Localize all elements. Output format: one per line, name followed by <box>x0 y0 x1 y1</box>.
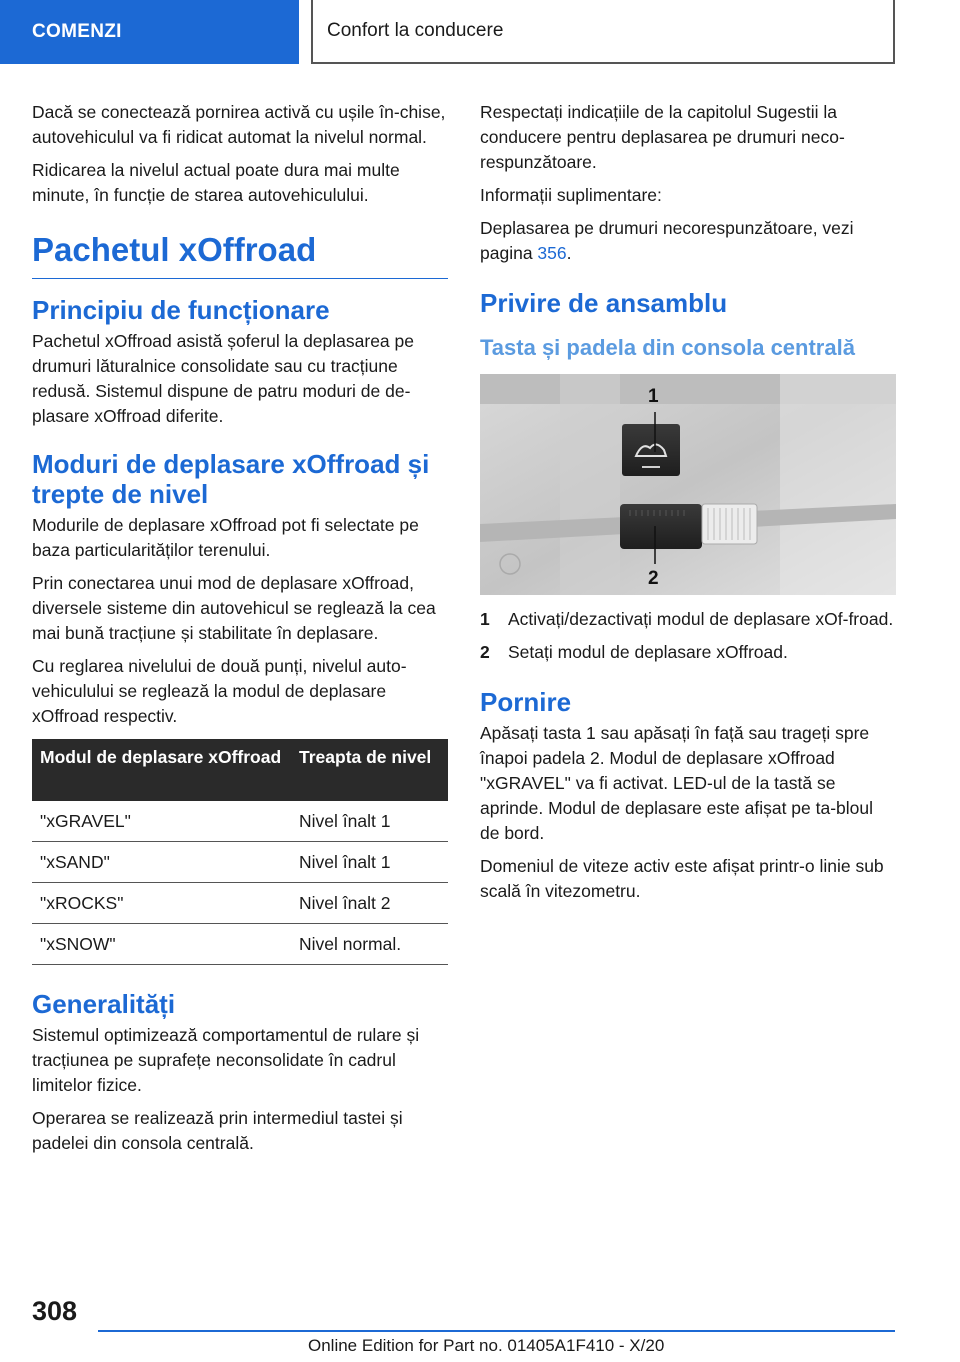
cross-reference-suffix: . <box>566 243 572 263</box>
paragraph: Prin conectarea unui mod de deplasare xOffroad, diversele sisteme din autovehicul se reglează la cea mai bună tracțiune și stabilitate în deplasare. <box>32 573 436 643</box>
footer-divider <box>98 1330 895 1332</box>
section-label: COMENZI <box>32 21 122 42</box>
legend-number: 2 <box>480 642 490 662</box>
subsection-heading: Privire de ansamblu <box>480 288 728 318</box>
legend-text: Setați modul de deplasare xOffroad. <box>508 642 788 662</box>
legend-number: 1 <box>480 609 490 629</box>
subsection-heading: Principiu de funcționare <box>32 295 330 325</box>
table-cell: Nivel înalt 1 <box>291 842 448 883</box>
edition-note: Online Edition for Part no. 01405A1F410 - X/20 <box>308 1336 665 1355</box>
callout-label: 1 <box>648 386 659 407</box>
paragraph: Apăsați tasta 1 sau apăsați în față sau trageți spre înapoi padela 2. Modul de deplasare xOffroad "xGRAVEL" va fi activat. LED-ul de la tastă se aprinde. Modul de deplasare este afișat pe ta-bloul de bord. <box>480 723 874 843</box>
chapter-title: Confort la conducere <box>327 20 504 41</box>
list-item <box>480 607 896 632</box>
table-header-row <box>32 739 448 801</box>
subsubsection-heading: Tasta și padela din consola centrală <box>480 335 855 360</box>
paragraph: Respectați indicațiile de la capitolul Sugestii la conducere pentru deplasarea pe drumuri neco-respunzătoare. <box>480 102 845 172</box>
page-number: 308 <box>32 1296 78 1326</box>
table-cell: "xROCKS" <box>32 883 291 924</box>
modes-table <box>32 739 448 965</box>
page-link[interactable]: 356 <box>537 243 567 263</box>
table-cell: Nivel înalt 2 <box>291 883 448 924</box>
table-row <box>32 801 448 842</box>
table-row <box>32 924 448 965</box>
subsection-heading: Pornire <box>480 687 572 717</box>
paragraph: Sistemul optimizează comportamentul de rulare și tracțiunea pe suprafețe neconsolidate în cadrul limitelor fizice. <box>32 1025 420 1095</box>
table-cell: "xSNOW" <box>32 924 291 965</box>
paragraph <box>480 216 896 266</box>
center-console-photo <box>480 374 896 595</box>
table-row <box>32 842 448 883</box>
paragraph: Ridicarea la nivelul actual poate dura mai multe minute, în funcție de starea autovehiculului. <box>32 160 400 205</box>
list-item <box>480 640 896 665</box>
chapter-header <box>311 0 895 64</box>
section-tab <box>0 0 299 64</box>
right-column <box>480 100 896 912</box>
center-console-illustration <box>480 374 896 595</box>
section-heading: Pachetul xOffroad <box>32 230 448 279</box>
paragraph: Dacă se conectează pornirea activă cu ușile în-chise, autovehiculul va fi ridicat automat la nivelul normal. <box>32 102 446 147</box>
paragraph: Domeniul de viteze activ este afișat printr-o linie sub scală în vitezometru. <box>480 856 884 901</box>
paragraph: Pachetul xOffroad asistă șoferul la deplasarea pe drumuri lăturalnice consolidate sau cu tracțiune redusă. Sistemul dispune de patru moduri de de-plasare xOffroad diferite. <box>32 331 414 426</box>
table-cell: Nivel normal. <box>291 924 448 965</box>
paragraph: Operarea se realizează prin intermediul tastei și padelei din consola centrală. <box>32 1108 403 1153</box>
xoffroad-paddle <box>620 504 702 549</box>
callout-label: 2 <box>648 568 659 589</box>
cross-reference-text: Deplasarea pe drumuri necorespunzătoare, vezi pagina <box>480 218 854 263</box>
table-cell: "xGRAVEL" <box>32 801 291 842</box>
table-cell: Nivel înalt 1 <box>291 801 448 842</box>
paragraph: Modurile de deplasare xOffroad pot fi selectate pe baza particularităților terenului. <box>32 515 419 560</box>
left-column <box>32 100 448 1164</box>
subsection-heading: Generalități <box>32 989 176 1019</box>
subsection-heading: Moduri de deplasare xOffroad și trepte de nivel <box>32 449 430 509</box>
column-header: Modul de deplasare xOffroad <box>32 739 291 801</box>
table-row <box>32 883 448 924</box>
column-header: Treapta de nivel <box>291 739 448 801</box>
legend-text: Activați/dezactivați modul de deplasare xOf-froad. <box>508 609 894 629</box>
table-cell: "xSAND" <box>32 842 291 883</box>
paragraph: Cu reglarea nivelului de două punți, nivelul auto-vehiculului se reglează la modul de deplasare xOffroad respectiv. <box>32 656 407 726</box>
xoffroad-button <box>622 424 680 476</box>
paragraph: Informații suplimentare: <box>480 185 662 205</box>
